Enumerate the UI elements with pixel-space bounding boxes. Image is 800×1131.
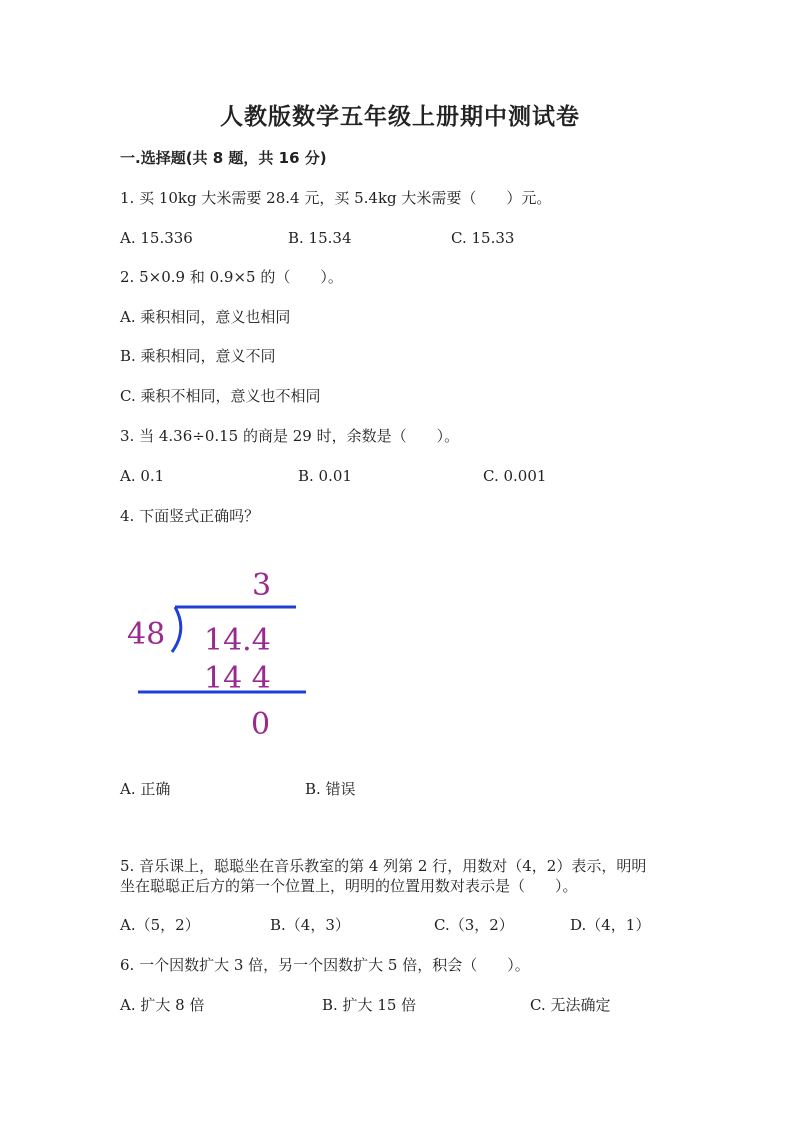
question-1-option-b: B. 15.34	[288, 229, 352, 247]
question-5-option-d: D.（4，1）	[570, 916, 651, 934]
question-1-option-c: C. 15.33	[451, 229, 515, 247]
question-4-stem: 4. 下面竖式正确吗？	[120, 507, 260, 525]
question-6-stem: 6. 一个因数扩大 3 倍，另一个因数扩大 5 倍，积会（ ）。	[120, 956, 530, 974]
question-3-option-a: A. 0.1	[120, 467, 165, 485]
page-title: 人教版数学五年级上册期中测试卷	[220, 104, 580, 130]
question-1-stem: 1. 买 10kg 大米需要 28.4 元，买 5.4kg 大米需要（ ）元。	[120, 189, 552, 207]
question-3-option-b: B. 0.01	[298, 467, 352, 485]
division-bracket	[172, 607, 181, 652]
question-5-option-c: C.（3，2）	[434, 916, 514, 934]
question-1-option-a: A. 15.336	[120, 229, 193, 247]
question-6-option-a: A. 扩大 8 倍	[120, 996, 205, 1014]
question-3-option-c: C. 0.001	[483, 467, 547, 485]
question-3-stem: 3. 当 4.36÷0.15 的商是 29 时，余数是（ ）。	[120, 427, 460, 445]
question-5-stem-line-2: 坐在聪聪正后方的第一个位置上，明明的位置用数对表示是（ ）。	[120, 877, 578, 895]
question-2-stem: 2. 5×0.9 和 0.9×5 的（ ）。	[120, 268, 343, 286]
question-4-option-b: B. 错误	[305, 780, 356, 798]
division-quotient: 3	[252, 568, 272, 603]
division-dividend: 14.4	[204, 623, 271, 658]
question-2-option-c: C. 乘积不相同，意义也不相同	[120, 387, 321, 405]
long-division-figure	[120, 558, 320, 748]
question-6-option-b: B. 扩大 15 倍	[322, 996, 417, 1014]
section-heading: 一.选择题(共 8 题，共 16 分)	[120, 149, 327, 167]
question-5-option-b: B.（4，3）	[270, 916, 350, 934]
division-remainder: 0	[251, 707, 271, 742]
question-2-option-b: B. 乘积相同，意义不同	[120, 347, 276, 365]
question-5-option-a: A.（5，2）	[120, 916, 200, 934]
question-6-option-c: C. 无法确定	[530, 996, 611, 1014]
question-4-option-a: A. 正确	[120, 780, 171, 798]
question-5-stem-line-1: 5. 音乐课上，聪聪坐在音乐教室的第 4 列第 2 行，用数对（4，2）表示，明明	[120, 857, 647, 875]
question-2-option-a: A. 乘积相同，意义也相同	[120, 308, 291, 326]
division-product: 14 4	[204, 661, 271, 696]
division-divisor: 48	[127, 617, 166, 652]
